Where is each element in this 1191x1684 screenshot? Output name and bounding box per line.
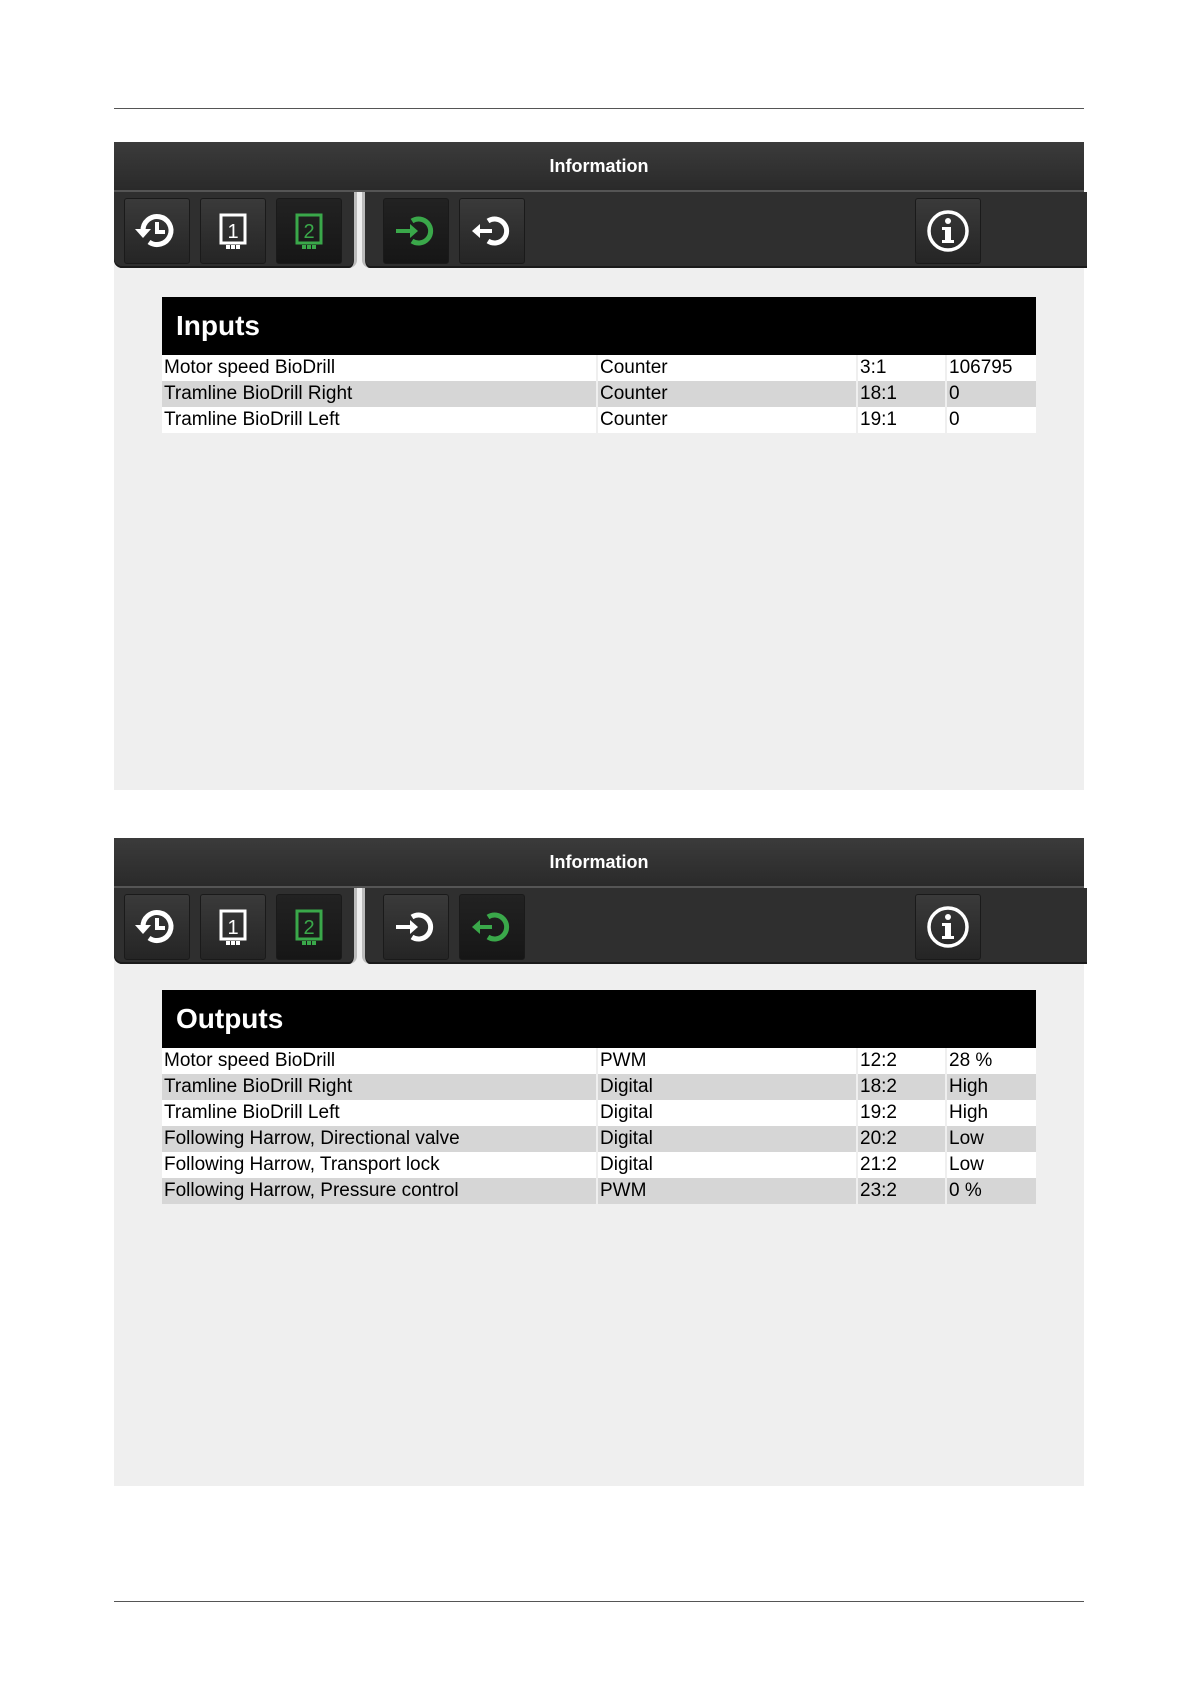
page-2-button[interactable]: [276, 198, 342, 264]
table-row: [162, 1074, 1036, 1100]
svg-text:1: 1: [227, 917, 239, 939]
signal-channel: 19:1: [858, 407, 947, 433]
info-button[interactable]: [915, 894, 981, 960]
signal-channel: 3:1: [858, 355, 947, 381]
signal-type: Digital: [598, 1152, 858, 1178]
signal-value: 106795: [949, 357, 1013, 378]
info-icon: [922, 901, 974, 953]
outputs-icon: [466, 205, 518, 257]
svg-text:2: 2: [303, 917, 315, 939]
table-row: [162, 1178, 1036, 1204]
history-icon: [131, 901, 183, 953]
table-row: [162, 1048, 1036, 1074]
signal-type: Counter: [598, 407, 858, 433]
io-tool-group: [362, 888, 1087, 964]
page-2-icon: [283, 901, 335, 953]
inputs-table: [162, 355, 1036, 433]
io-tool-group: [362, 192, 1087, 268]
signal-name: Tramline BioDrill Left: [162, 407, 598, 433]
information-screen-inputs: [114, 142, 1084, 790]
screen-title: Information: [114, 838, 1084, 888]
page-1-button[interactable]: [200, 894, 266, 960]
outputs-button[interactable]: [459, 894, 525, 960]
signal-value: Low: [949, 1154, 984, 1175]
signal-value: High: [949, 1076, 989, 1097]
page-2-icon: [283, 205, 335, 257]
signal-type: Digital: [598, 1074, 858, 1100]
signal-value: 0 %: [949, 1180, 982, 1201]
table-row: [162, 407, 1036, 433]
page-bottom-rule: [114, 1601, 1084, 1602]
table-row: [162, 1126, 1036, 1152]
toolbar: [114, 192, 1084, 272]
signal-value: 28 %: [949, 1050, 993, 1071]
signal-channel: 18:1: [858, 381, 947, 407]
page-1-button[interactable]: [200, 198, 266, 264]
info-button[interactable]: [915, 198, 981, 264]
outputs-table: [162, 1048, 1036, 1204]
history-icon: [131, 205, 183, 257]
signal-value: High: [949, 1102, 989, 1123]
table-row: [162, 355, 1036, 381]
info-icon: [922, 205, 974, 257]
signal-type: Digital: [598, 1126, 858, 1152]
inputs-panel: [162, 297, 1036, 433]
inputs-button[interactable]: [383, 894, 449, 960]
signal-name: Motor speed BioDrill: [162, 1048, 598, 1074]
signal-type: Counter: [598, 355, 858, 381]
panel-title: Inputs: [162, 297, 1036, 355]
signal-channel: 18:2: [858, 1074, 947, 1100]
outputs-panel: [162, 990, 1036, 1204]
page-tool-group: [114, 192, 357, 268]
signal-name: Following Harrow, Directional valve: [162, 1126, 598, 1152]
signal-channel: 21:2: [858, 1152, 947, 1178]
svg-text:2: 2: [303, 221, 315, 243]
page-top-rule: [114, 108, 1084, 109]
page-1-icon: [207, 205, 259, 257]
svg-text:1: 1: [227, 221, 239, 243]
history-button[interactable]: [124, 894, 190, 960]
inputs-icon: [390, 205, 442, 257]
signal-value: 0: [949, 409, 960, 430]
signal-name: Tramline BioDrill Right: [162, 381, 598, 407]
signal-name: Following Harrow, Transport lock: [162, 1152, 598, 1178]
inputs-button[interactable]: [383, 198, 449, 264]
signal-channel: 12:2: [858, 1048, 947, 1074]
table-row: [162, 1100, 1036, 1126]
history-button[interactable]: [124, 198, 190, 264]
signal-type: PWM: [598, 1048, 858, 1074]
page-tool-group: [114, 888, 357, 964]
signal-type: PWM: [598, 1178, 858, 1204]
toolbar: [114, 888, 1084, 968]
signal-channel: 20:2: [858, 1126, 947, 1152]
signal-name: Motor speed BioDrill: [162, 355, 598, 381]
signal-value: Low: [949, 1128, 984, 1149]
table-row: [162, 381, 1036, 407]
outputs-icon: [466, 901, 518, 953]
signal-name: Tramline BioDrill Right: [162, 1074, 598, 1100]
signal-name: Following Harrow, Pressure control: [162, 1178, 598, 1204]
signal-type: Counter: [598, 381, 858, 407]
inputs-icon: [390, 901, 442, 953]
signal-value: 0: [949, 383, 960, 404]
screen-title: Information: [114, 142, 1084, 192]
signal-channel: 19:2: [858, 1100, 947, 1126]
page-1-icon: [207, 901, 259, 953]
page-2-button[interactable]: [276, 894, 342, 960]
signal-channel: 23:2: [858, 1178, 947, 1204]
signal-name: Tramline BioDrill Left: [162, 1100, 598, 1126]
information-screen-outputs: [114, 838, 1084, 1486]
outputs-button[interactable]: [459, 198, 525, 264]
panel-title: Outputs: [162, 990, 1036, 1048]
signal-type: Digital: [598, 1100, 858, 1126]
table-row: [162, 1152, 1036, 1178]
